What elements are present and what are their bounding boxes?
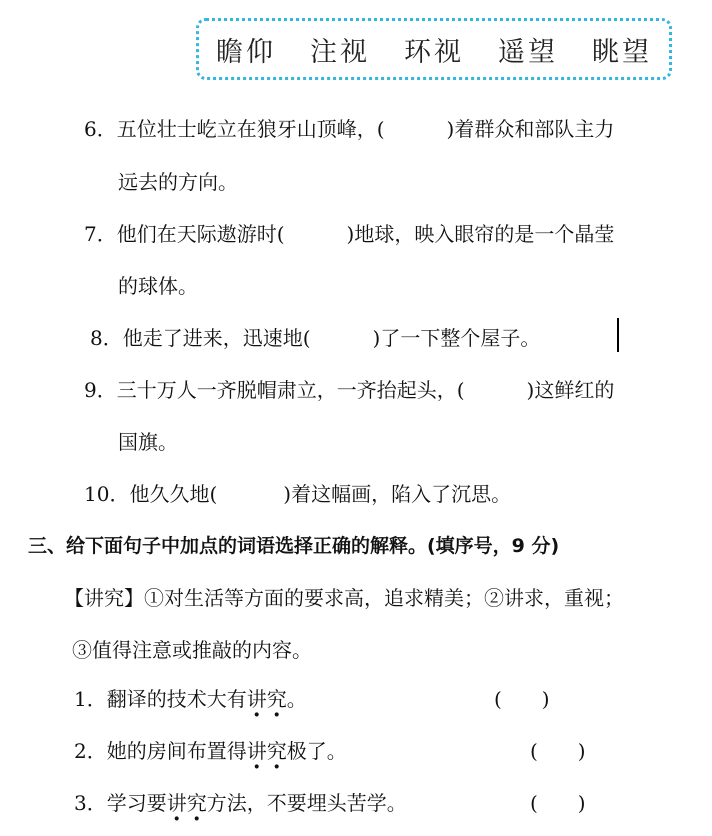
sentence-before-blank: 五位壮士屹立在狼牙山顶峰，( bbox=[116, 117, 385, 141]
item-number: 10． bbox=[84, 482, 130, 506]
item-number: 7． bbox=[84, 222, 117, 246]
sentence-before-word: 学习要 bbox=[106, 791, 167, 815]
item-number: 9． bbox=[84, 378, 117, 402]
dotted-char: 究 bbox=[186, 791, 207, 815]
sentence-after-blank: )这鲜红的 bbox=[526, 378, 615, 402]
word-option: 环视 bbox=[404, 36, 464, 68]
dotted-char: 讲 bbox=[246, 739, 267, 763]
question-item-1 bbox=[74, 685, 307, 713]
sentence-after-word: 方法，不要埋头苦学。 bbox=[206, 791, 407, 815]
question-item-3 bbox=[74, 789, 407, 817]
fill-item-7-continuation: 的球体。 bbox=[118, 274, 198, 298]
sentence-before-blank: 他走了进来，迅速地( bbox=[122, 326, 311, 350]
item-number: 3． bbox=[74, 791, 107, 815]
answer-parentheses[interactable]: ( ) bbox=[494, 687, 550, 711]
sentence-after-blank: )着群众和部队主力 bbox=[446, 117, 615, 141]
item-number: 1． bbox=[74, 687, 107, 711]
fill-item-9-continuation: 国旗。 bbox=[118, 430, 178, 454]
fill-item-8 bbox=[90, 324, 540, 352]
fill-item-6 bbox=[84, 115, 614, 143]
question-item-2 bbox=[74, 737, 347, 765]
definition-line-2: ③值得注意或推敲的内容。 bbox=[72, 638, 312, 662]
word-option: 瞻仰 bbox=[216, 36, 276, 68]
definition-line-1: 【讲究】①对生活等方面的要求高，追求精美；②讲求，重视； bbox=[64, 586, 624, 610]
item-number: 2． bbox=[74, 739, 107, 763]
fill-item-7 bbox=[84, 220, 614, 248]
sentence-before-blank: 三十万人一齐脱帽肃立，一齐抬起头，( bbox=[116, 378, 465, 402]
dotted-char: 讲 bbox=[246, 687, 267, 711]
dotted-char: 究 bbox=[266, 687, 287, 711]
word-option: 眺望 bbox=[592, 36, 652, 68]
section-3-heading: 三、给下面句子中加点的词语选择正确的解释。(填序号，9 分) bbox=[28, 535, 560, 557]
sentence-before-blank: 他久久地( bbox=[129, 482, 218, 506]
text-cursor bbox=[617, 318, 619, 352]
fill-item-9 bbox=[84, 376, 614, 404]
word-option: 遥望 bbox=[498, 36, 558, 68]
word-bank-box bbox=[196, 18, 672, 80]
sentence-after-blank: )地球，映入眼帘的是一个晶莹 bbox=[346, 222, 615, 246]
fill-item-10 bbox=[84, 480, 511, 508]
word-option: 注视 bbox=[310, 36, 370, 68]
dotted-char: 究 bbox=[266, 739, 287, 763]
answer-parentheses[interactable]: ( ) bbox=[530, 739, 586, 763]
sentence-after-blank: )了一下整个屋子。 bbox=[372, 326, 541, 350]
sentence-before-blank: 他们在天际遨游时( bbox=[116, 222, 285, 246]
sentence-after-word: 极了。 bbox=[286, 739, 347, 763]
dotted-char: 讲 bbox=[166, 791, 187, 815]
answer-parentheses[interactable]: ( ) bbox=[530, 791, 586, 815]
item-number: 6． bbox=[84, 117, 117, 141]
fill-item-6-continuation: 远去的方向。 bbox=[118, 170, 238, 194]
item-number: 8． bbox=[90, 326, 123, 350]
sentence-before-word: 她的房间布置得 bbox=[106, 739, 247, 763]
sentence-after-word: 。 bbox=[286, 687, 307, 711]
sentence-after-blank: )着这幅画，陷入了沉思。 bbox=[283, 482, 512, 506]
sentence-before-word: 翻译的技术大有 bbox=[106, 687, 247, 711]
